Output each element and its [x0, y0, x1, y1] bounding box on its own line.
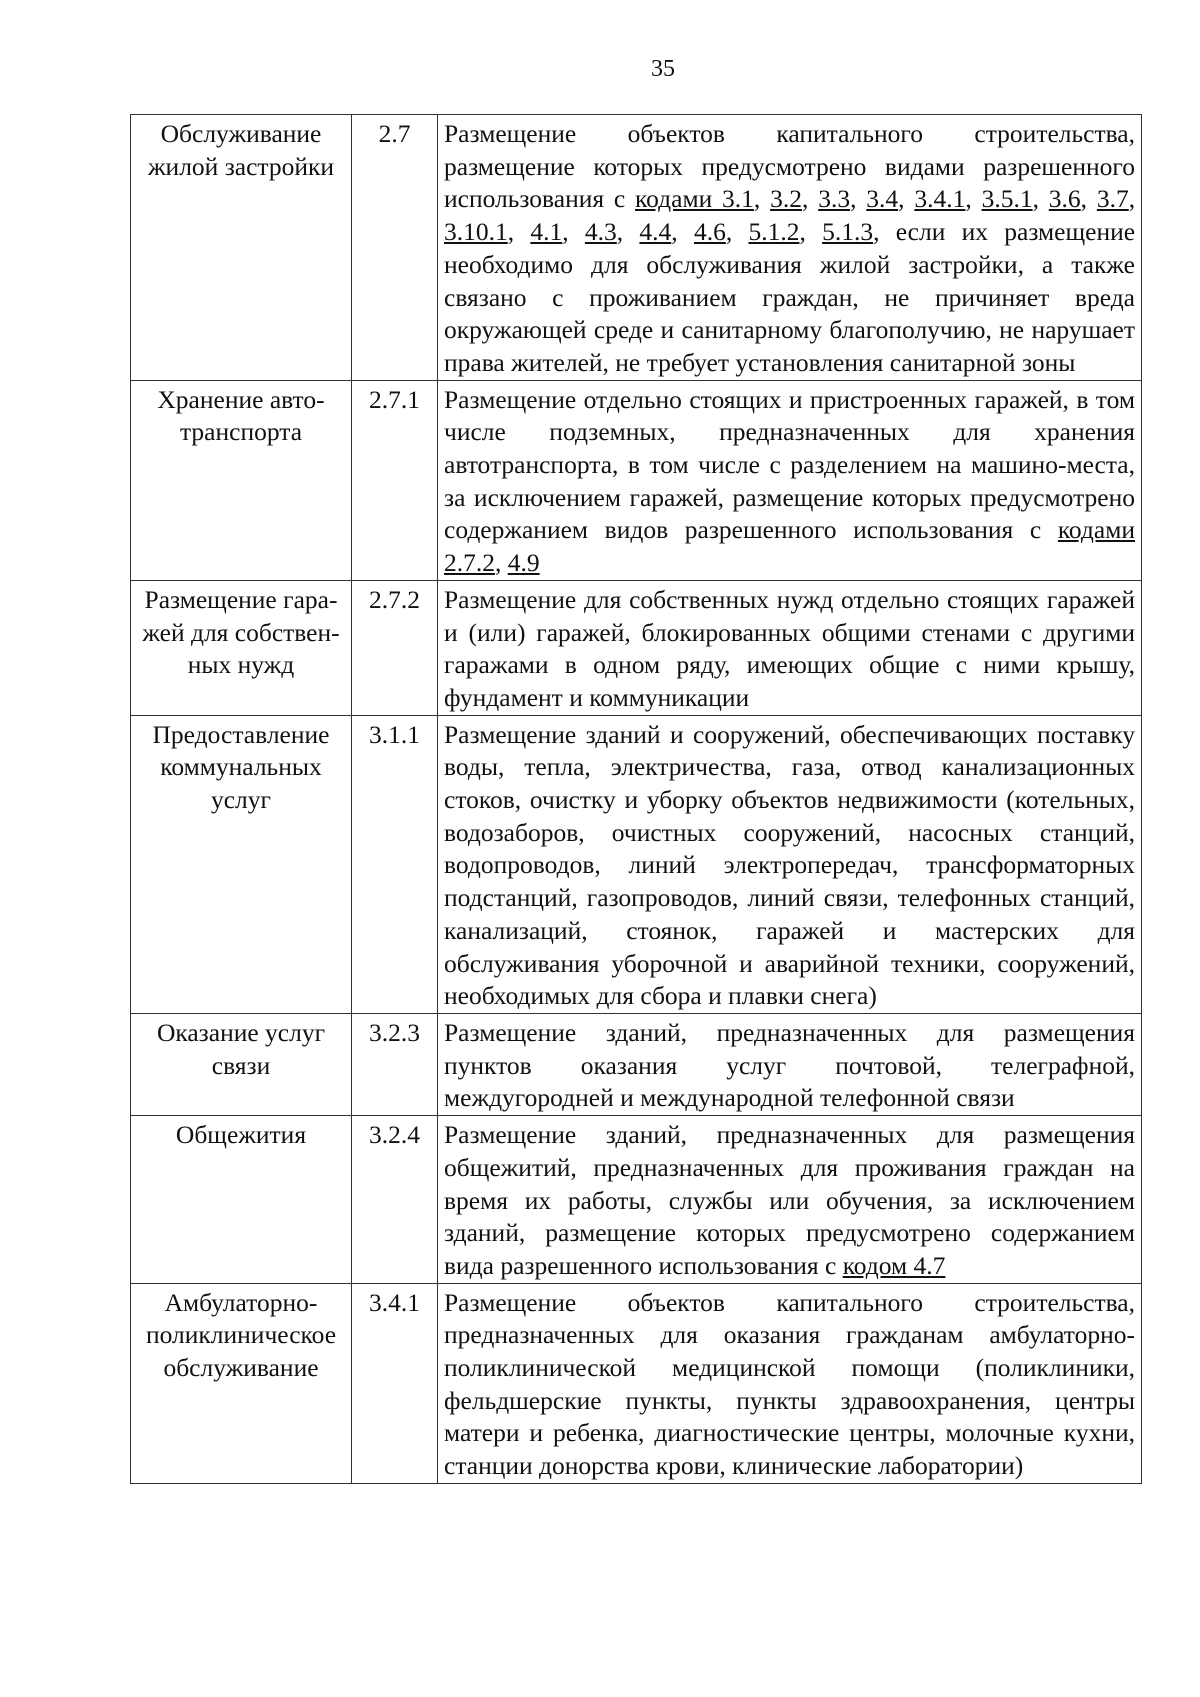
table-row: [131, 1283, 1142, 1483]
table-body: [131, 115, 1142, 1484]
land-use-name-cell: Предоставление коммунальных услуг: [131, 715, 352, 1013]
land-use-description-cell: [438, 1283, 1142, 1483]
description-text: ,: [1128, 184, 1136, 214]
land-use-code-cell: 2.7.1: [352, 380, 438, 580]
description-text: Размещение объектов капитального строительства, предназначенных для оказания гражданам амбулаторно-поликлинической медицинской помощи (поликлиники, фельдшерские пункты, пункты здравоохранения, центры матери и ребенка, диагностические центры, молочные кухни, станции донорства крови, клинические лаборатории): [444, 1287, 1135, 1481]
code-reference: 3.7: [1096, 184, 1129, 214]
code-reference: 3.2: [770, 184, 802, 214]
land-use-code-cell: 2.7: [352, 115, 438, 381]
description-text: ,: [495, 548, 508, 578]
code-reference: 5.1.3: [822, 217, 874, 247]
code-reference: 4.4: [639, 217, 672, 247]
description-text: ,: [753, 184, 771, 214]
description-text: ,: [1080, 184, 1097, 214]
description-text: ,: [850, 184, 867, 214]
land-use-code-cell: 2.7.2: [352, 580, 438, 715]
description-text: ,: [562, 217, 585, 247]
land-use-name-cell: Оказание услуг связи: [131, 1013, 352, 1115]
land-use-description-cell: [438, 580, 1142, 715]
code-reference: 4.9: [507, 548, 540, 578]
description-text: Размещение отдельно стоящих и пристроенных гаражей, в том числе подземных, предназначенных для хранения автотранспорта, в том числе с разделением на машино-места, за исключением гаражей, размещение которых предусмотрено содержанием видов разрешенного использования с: [444, 384, 1135, 545]
land-use-table: [130, 114, 1142, 1484]
table-row: [131, 580, 1142, 715]
description-text: ,: [616, 217, 640, 247]
description-text: Размещение для собственных нужд отдельно стоящих гаражей и (или) гаражей, блокированных общими стенами с другими гаражами в одном ряду, имеющих общие с ними крышу, фундамент и коммуникации: [444, 584, 1135, 712]
description-text: ,: [671, 217, 694, 247]
code-reference: 4.1: [530, 217, 563, 247]
land-use-code-cell: 3.2.3: [352, 1013, 438, 1115]
land-use-name-cell: Хранение авто-транспорта: [131, 380, 352, 580]
code-reference: 3.4.1: [914, 184, 966, 214]
description-text: ,: [507, 217, 531, 247]
land-use-code-cell: 3.1.1: [352, 715, 438, 1013]
land-use-description-cell: [438, 380, 1142, 580]
table-row: [131, 1116, 1142, 1284]
land-use-description-cell: [438, 115, 1142, 381]
land-use-name-cell: Общежития: [131, 1116, 352, 1284]
code-reference: 3.3: [818, 184, 851, 214]
code-reference: 3.5.1: [981, 184, 1033, 214]
code-reference: 3.6: [1048, 184, 1081, 214]
description-text: Размещение зданий, предназначенных для размещения общежитий, предназначенных для проживания граждан на время их работы, службы или обучения, за исключением зданий, размещение которых предусмотрено содержанием вида разрешенного использования с: [444, 1120, 1135, 1280]
land-use-description-cell: [438, 1013, 1142, 1115]
description-text: ,: [898, 184, 915, 214]
land-use-code-cell: 3.4.1: [352, 1283, 438, 1483]
table-row: [131, 715, 1142, 1013]
description-text: , если их размещение необходимо для обслуживания жилой застройки, а также связано с проживанием граждан, не причиняет вреда окружающей среде и санитарному благополучию, не нарушает права жителей, не требует установления санитарной зоны: [444, 217, 1136, 377]
description-text: ,: [802, 184, 819, 214]
code-reference: 5.1.2: [748, 217, 800, 247]
description-text: Размещение объектов капитального строительства, размещение которых предусмотрено видами разрешенного использования с: [444, 119, 1135, 214]
land-use-description-cell: [438, 715, 1142, 1013]
description-text: ,: [1032, 184, 1049, 214]
code-reference: 3.4: [866, 184, 899, 214]
page-number: 35: [651, 56, 675, 82]
land-use-code-cell: 3.2.4: [352, 1116, 438, 1284]
table-row: [131, 380, 1142, 580]
code-reference: 3.10.1: [444, 217, 508, 247]
land-use-name-cell: Обслуживание жилой застройки: [131, 115, 352, 381]
description-text: ,: [725, 217, 749, 247]
code-reference: кодом 4.7: [842, 1250, 946, 1280]
table-row: [131, 1013, 1142, 1115]
description-text: Размещение зданий и сооружений, обеспечивающих поставку воды, тепла, электричества, газа, отвод канализационных стоков, очистку и уборку объектов недвижимости (котельных, водозаборов, очистных сооружений, насосных станций, водопроводов, линий электропередач, трансформаторных подстанций, газопроводов, линий связи, телефонных станций, канализаций, стоянок, гаражей и мастерских для обслуживания уборочной и аварийной техники, сооружений, необходимых для сбора и плавки снега): [444, 719, 1135, 1011]
land-use-name-cell: Амбулаторно-поликлиническое обслуживание: [131, 1283, 352, 1483]
code-reference: 4.3: [584, 217, 617, 247]
description-text: ,: [965, 184, 982, 214]
description-text: ,: [799, 217, 823, 247]
table-row: [131, 115, 1142, 381]
code-reference: кодами 2.7.2: [444, 515, 1135, 578]
code-reference: 4.6: [693, 217, 726, 247]
description-text: Размещение зданий, предназначенных для размещения пунктов оказания услуг почтовой, телеграфной, междугородней и международной телефонной связи: [444, 1017, 1135, 1113]
land-use-name-cell: Размещение гара-жей для собствен-ных нужд: [131, 580, 352, 715]
land-use-description-cell: [438, 1116, 1142, 1284]
code-reference: кодами 3.1: [635, 184, 754, 214]
